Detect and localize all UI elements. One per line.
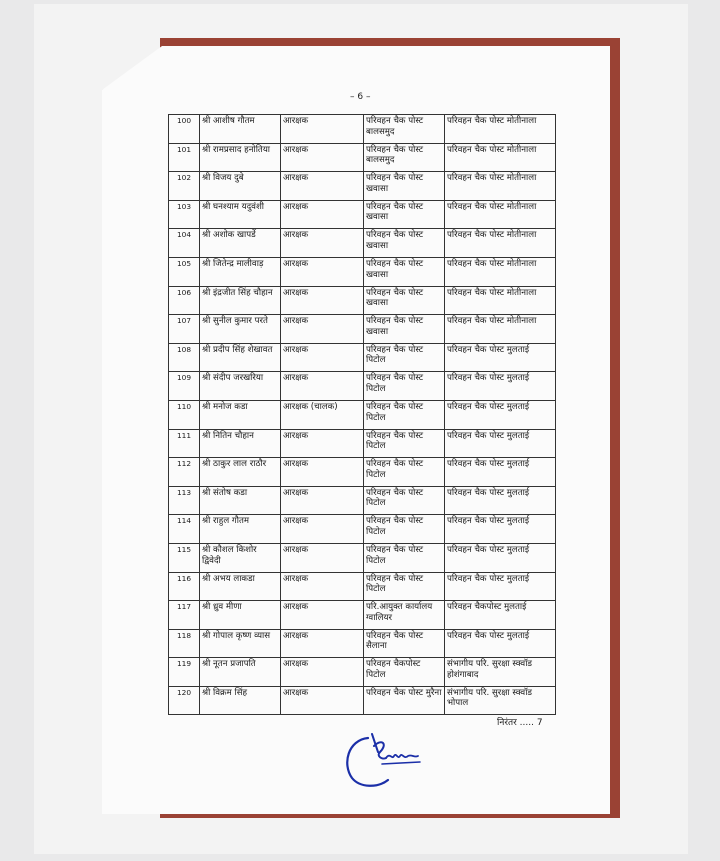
officer-name: श्री अभय लाकडा (200, 572, 281, 601)
row-number: 103 (169, 200, 200, 229)
table-row (169, 458, 556, 487)
new-posting: परिवहन चैक पोस्ट मुलताई (445, 458, 556, 487)
row-number: 114 (169, 515, 200, 544)
new-posting: परिवहन चैक पोस्ट मोतीनाला (445, 200, 556, 229)
current-posting: परिवहन चैक पोस्ट पिटोल (364, 543, 445, 572)
new-posting: संभागीय परि. सुरक्षा स्क्वॉड होशंगाबाद (445, 658, 556, 687)
new-posting: परिवहन चैक पोस्ट मोतीनाला (445, 143, 556, 172)
table-row (169, 257, 556, 286)
officer-post: आरक्षक (281, 515, 364, 544)
current-posting: परिवहन चैकपोस्ट पिटोल (364, 658, 445, 687)
officer-name: श्री गोपाल कृष्ण व्यास (200, 629, 281, 658)
current-posting: परिवहन चैक पोस्ट बालसमुद (364, 143, 445, 172)
table-row (169, 601, 556, 630)
officer-post: आरक्षक (281, 629, 364, 658)
row-number: 101 (169, 143, 200, 172)
officer-post: आरक्षक (281, 315, 364, 344)
new-posting: परिवहन चैकपोस्ट मुलताई (445, 601, 556, 630)
officer-name: श्री सुनील कुमार परते (200, 315, 281, 344)
row-number: 109 (169, 372, 200, 401)
current-posting: परिवहन चैक पोस्ट पिटोल (364, 429, 445, 458)
row-number: 104 (169, 229, 200, 258)
row-number: 118 (169, 629, 200, 658)
row-number: 112 (169, 458, 200, 487)
table-row (169, 200, 556, 229)
officer-name: श्री इंद्रजीत सिंह चौहान (200, 286, 281, 315)
table-row (169, 315, 556, 344)
row-number: 116 (169, 572, 200, 601)
row-number: 105 (169, 257, 200, 286)
officer-name: श्री राहुल गौतम (200, 515, 281, 544)
new-posting: परिवहन चैक पोस्ट मोतीनाला (445, 115, 556, 144)
current-posting: परिवहन चैक पोस्ट पिटोल (364, 343, 445, 372)
table-row (169, 658, 556, 687)
current-posting: परिवहन चैक पोस्ट खवासा (364, 229, 445, 258)
table-row (169, 115, 556, 144)
officer-name: श्री ध्रुव मीणा (200, 601, 281, 630)
new-posting: परिवहन चैक पोस्ट मोतीनाला (445, 315, 556, 344)
officer-post: आरक्षक (281, 172, 364, 201)
new-posting: परिवहन चैक पोस्ट मुलताई (445, 629, 556, 658)
table-row (169, 686, 556, 715)
new-posting: परिवहन चैक पोस्ट मुलताई (445, 372, 556, 401)
table-row (169, 400, 556, 429)
current-posting: परिवहन चैक पोस्ट पिटोल (364, 486, 445, 515)
table-row (169, 372, 556, 401)
table-row (169, 515, 556, 544)
current-posting: परिवहन चैक पोस्ट मुरैना (364, 686, 445, 715)
officer-post: आरक्षक (281, 543, 364, 572)
officer-post: आरक्षक (281, 686, 364, 715)
table-row (169, 543, 556, 572)
officer-post: आरक्षक (281, 572, 364, 601)
officer-name: श्री संदीप जरखरिया (200, 372, 281, 401)
officer-post: आरक्षक (281, 458, 364, 487)
current-posting: परिवहन चैक पोस्ट खवासा (364, 200, 445, 229)
row-number: 102 (169, 172, 200, 201)
officer-name: श्री प्रदीप सिंह शेखावत (200, 343, 281, 372)
officer-post: आरक्षक (281, 372, 364, 401)
table-row (169, 286, 556, 315)
continued-note: निरंतर ..... 7 (497, 718, 543, 728)
officer-post: आरक्षक (281, 429, 364, 458)
new-posting: परिवहन चैक पोस्ट मोतीनाला (445, 229, 556, 258)
current-posting: परिवहन चैक पोस्ट पिटोल (364, 515, 445, 544)
current-posting: परिवहन चैक पोस्ट खवासा (364, 172, 445, 201)
page-number: – 6 – (350, 92, 371, 102)
row-number: 111 (169, 429, 200, 458)
table-body (169, 115, 556, 715)
current-posting: परिवहन चैक पोस्ट खवासा (364, 315, 445, 344)
officer-name: श्री घनश्याम यदुवंशी (200, 200, 281, 229)
row-number: 110 (169, 400, 200, 429)
row-number: 119 (169, 658, 200, 687)
transfer-table (168, 114, 556, 715)
table-row (169, 629, 556, 658)
officer-name: श्री नितिन चौहान (200, 429, 281, 458)
officer-post: आरक्षक (281, 343, 364, 372)
new-posting: परिवहन चैक पोस्ट मुलताई (445, 572, 556, 601)
officer-post: आरक्षक (चालक) (281, 400, 364, 429)
officer-post: आरक्षक (281, 229, 364, 258)
row-number: 113 (169, 486, 200, 515)
officer-name: श्री ठाकुर लाल राठौर (200, 458, 281, 487)
new-posting: संभागीय परि. सुरक्षा स्क्वॉड भोपाल (445, 686, 556, 715)
officer-post: आरक्षक (281, 200, 364, 229)
officer-name: श्री रामप्रसाद हनोतिया (200, 143, 281, 172)
row-number: 120 (169, 686, 200, 715)
table-row (169, 172, 556, 201)
officer-name: श्री मनोज कडा (200, 400, 281, 429)
officer-name: श्री आशीष गौतम (200, 115, 281, 144)
current-posting: परिवहन चैक पोस्ट बालसमुद (364, 115, 445, 144)
current-posting: परिवहन चैक पोस्ट सैलाना (364, 629, 445, 658)
officer-name: श्री विक्रम सिंह (200, 686, 281, 715)
current-posting: परिवहन चैक पोस्ट पिटोल (364, 372, 445, 401)
new-posting: परिवहन चैक पोस्ट मोतीनाला (445, 286, 556, 315)
table-row (169, 343, 556, 372)
current-posting: परि.आयुक्त कार्यालय ग्वालियर (364, 601, 445, 630)
officer-post: आरक्षक (281, 601, 364, 630)
new-posting: परिवहन चैक पोस्ट मुलताई (445, 429, 556, 458)
officer-name: श्री कौशल किशोर द्विवेदी (200, 543, 281, 572)
signature (338, 728, 424, 794)
officer-name: श्री अशोक खापर्डे (200, 229, 281, 258)
new-posting: परिवहन चैक पोस्ट मुलताई (445, 543, 556, 572)
officer-name: श्री संतोष कडा (200, 486, 281, 515)
row-number: 108 (169, 343, 200, 372)
officer-post: आरक्षक (281, 143, 364, 172)
new-posting: परिवहन चैक पोस्ट मुलताई (445, 343, 556, 372)
officer-post: आरक्षक (281, 286, 364, 315)
current-posting: परिवहन चैक पोस्ट पिटोल (364, 458, 445, 487)
new-posting: परिवहन चैक पोस्ट मोतीनाला (445, 172, 556, 201)
officer-name: श्री जितेन्द्र मालीवाड़ (200, 257, 281, 286)
table-row (169, 572, 556, 601)
current-posting: परिवहन चैक पोस्ट खवासा (364, 286, 445, 315)
table-row (169, 229, 556, 258)
current-posting: परिवहन चैक पोस्ट पिटोल (364, 400, 445, 429)
row-number: 106 (169, 286, 200, 315)
officer-name: श्री विजय दुबे (200, 172, 281, 201)
new-posting: परिवहन चैक पोस्ट मोतीनाला (445, 257, 556, 286)
new-posting: परिवहन चैक पोस्ट मुलताई (445, 486, 556, 515)
officer-post: आरक्षक (281, 115, 364, 144)
table-row (169, 429, 556, 458)
row-number: 107 (169, 315, 200, 344)
officer-post: आरक्षक (281, 486, 364, 515)
officer-post: आरक्षक (281, 658, 364, 687)
table-row (169, 143, 556, 172)
officer-name: श्री नूतन प्रजापति (200, 658, 281, 687)
current-posting: परिवहन चैक पोस्ट खवासा (364, 257, 445, 286)
row-number: 117 (169, 601, 200, 630)
table-row (169, 486, 556, 515)
row-number: 100 (169, 115, 200, 144)
row-number: 115 (169, 543, 200, 572)
new-posting: परिवहन चैक पोस्ट मुलताई (445, 400, 556, 429)
current-posting: परिवहन चैक पोस्ट पिटोल (364, 572, 445, 601)
officer-post: आरक्षक (281, 257, 364, 286)
new-posting: परिवहन चैक पोस्ट मुलताई (445, 515, 556, 544)
